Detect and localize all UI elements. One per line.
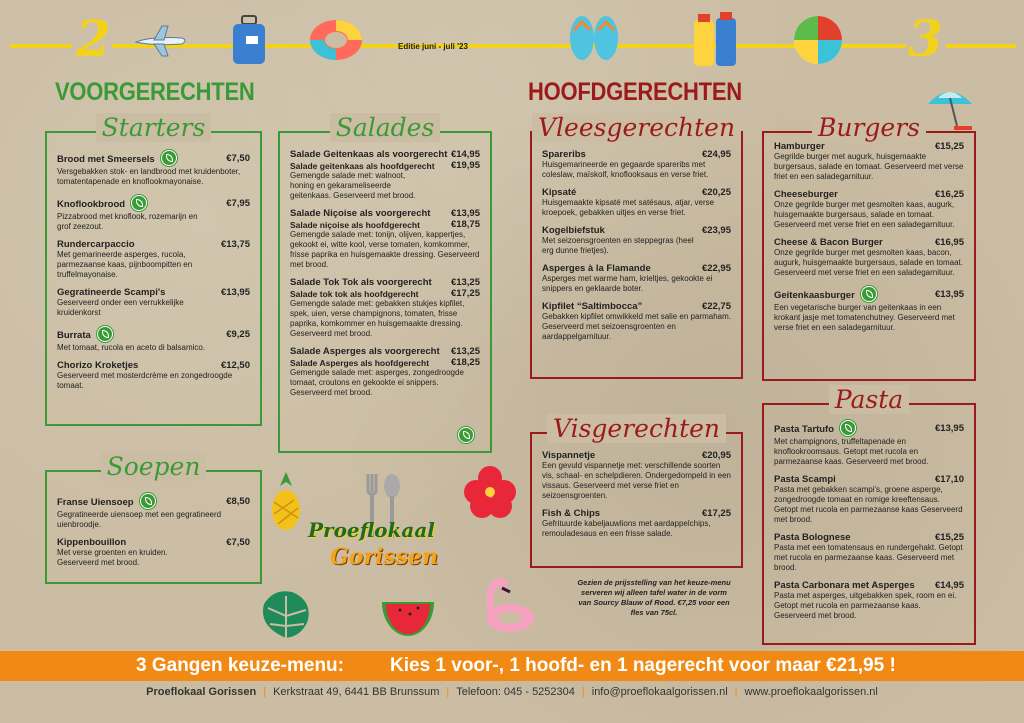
vegetarian-icon	[131, 195, 147, 211]
menu-item	[57, 325, 250, 353]
footer-contact	[0, 686, 1024, 698]
item-name: Chorizo Kroketjes	[57, 360, 139, 371]
item-price: €17,25	[701, 508, 731, 519]
item-price: €13,95	[450, 208, 480, 219]
item-description: Pasta met asperges, uitgebakken spek, room en ei. Getopt met rucola en parmezaanse kaas. Geserveerd met brood.	[774, 591, 957, 620]
soepen-title: Soepen	[101, 452, 207, 481]
item-description: Gebakken kipfilet omwikkeld met salie en parmaham. Geserveerd met seizoensgroenten en aardappelgarnituur.	[542, 312, 731, 341]
item-price: €20,25	[701, 187, 731, 198]
banner-right-text: Kies 1 voor-, 1 hoofd- en 1 nagerecht voor maar €21,95 !	[390, 655, 896, 676]
item-description: Gegrilde burger met augurk, huisgemaakte burgersaus, salade en tomaat. Geserveerd met verse friet en een saladegarnituur.	[774, 152, 964, 181]
item-name: Pasta Scampi	[774, 474, 836, 485]
footer-separator: |	[446, 686, 450, 698]
item-subname: Salade tok tok als hoofdgerecht	[290, 288, 419, 299]
footer-address: Kerkstraat 49, 6441 BB Brunssum	[273, 686, 440, 698]
item-description: Gemengde salade met: gebakken stukjes kipfilet, spek, uien, verse champignons, tomaten, frisse paprika, komkommer en huisgemaakte dressing. Geserveerd met brood.	[290, 299, 465, 338]
pasta-title: Pasta	[829, 385, 909, 414]
item-name: Pasta Bolognese	[774, 532, 851, 543]
item-price: €14,95	[450, 149, 480, 160]
item-description: Pasta met een tomatensaus en rundergehakt. Getopt met rucola en parmezaanse kaas. Geserveerd met brood.	[774, 543, 963, 572]
item-price: €7,95	[226, 197, 250, 209]
item-description: Met gemarineerde asperges, rucola, parmezaanse kaas, pijnboompitten en truffelmayonaise.	[57, 250, 193, 279]
pasta-box	[762, 385, 976, 645]
item-price: €7,50	[226, 152, 250, 164]
item-name: Salade Niçoise als voorgerecht	[290, 208, 431, 219]
item-price: €24,95	[701, 149, 731, 160]
flamingo-float-icon	[482, 576, 536, 636]
hibiscus-icon	[462, 464, 518, 520]
menu-item	[774, 419, 964, 467]
suitcase-icon	[230, 14, 268, 68]
item-description: Met champignons, truffeltapenade en knoflookroomsaus. Getopt met rucola en parmezaanse kaas. Geserveerd met brood.	[774, 437, 929, 466]
top-rule-left	[10, 44, 72, 48]
item-name: Gegratineerde Scampi's	[57, 287, 166, 298]
item-description: Pasta met gebakken scampi's, groene asperge, zongedroogde tomaat en romige kreeftensaus. Getopt met rucola en parmezaanse kaas Geserveerd met brood.	[774, 485, 963, 524]
item-price: €13,95	[934, 422, 964, 434]
page-number-left: 2	[76, 9, 111, 68]
water-note: Gezien de prijsstelling van het keuze-menu serveren wij alleen tafel water in de vorm van Sourcy Blauw of Rood. €7,25 voor een fles van 75cl.	[577, 578, 731, 617]
item-price: €16,95	[934, 237, 964, 248]
footer-separator: |	[263, 686, 267, 698]
item-description: Met seizoensgroenten en steppegras (heel erg dunne frietjes).	[542, 236, 694, 255]
item-name: Kipfilet “Saltimbocca”	[542, 301, 643, 312]
page-number-right: 3	[908, 9, 943, 68]
item-name: Geitenkaasburger	[774, 290, 855, 301]
item-description: Onze gegrilde burger met gesmolten kaas, augurk, huisgemaakte burgersaus, salade en tomaat. Geserveerd met verse friet en een saladegarnituur.	[774, 200, 955, 229]
menu-item	[57, 239, 250, 280]
item-description: Gegratineerde uiensoep met een gegratineerd uienbroodje.	[57, 510, 222, 529]
item-description: Geserveerd onder een verrukkelijke kruidenkorst	[57, 298, 184, 317]
footer-website-link[interactable]: www.proeflokaalgorissen.nl	[744, 686, 878, 698]
menu-item	[774, 474, 964, 525]
menu-item	[290, 208, 480, 270]
item-price: €22,75	[701, 301, 731, 312]
item-name: Fish & Chips	[542, 508, 601, 519]
flipflops-icon	[566, 12, 622, 64]
burgers-box	[762, 113, 976, 381]
vegetarian-icon	[140, 493, 156, 509]
footer-email-link[interactable]: info@proeflokaalgorissen.nl	[591, 686, 728, 698]
item-description: Een vegetarische burger van geitenkaas in een krokant jasje met tomatenchutney. Geserveerd met verse friet en een saladegarnituur.	[774, 303, 955, 332]
vegetarian-icon	[840, 420, 856, 436]
item-description: Onze gegrilde burger met gesmolten kaas, bacon, augurk, huisgemaakte burgersaus, salade en tomaat. Geserveerd met verse friet en een saladegarnituur.	[774, 248, 964, 277]
voorgerechten-title: VOORGERECHTEN	[55, 78, 255, 106]
item-name: Kipsaté	[542, 187, 577, 198]
item-name: Spareribs	[542, 149, 586, 160]
item-description: Huisgemarineerde en gegaarde spareribs met coleslaw, maïskolf, knoflooksaus en verse friet.	[542, 160, 709, 179]
item-name: Hamburger	[774, 141, 825, 152]
item-name: Brood met Smeersels	[57, 154, 155, 165]
vegetarian-icon	[458, 427, 474, 443]
item-subname: Salade niçoise als hoofdgerecht	[290, 219, 420, 230]
item-name: Cheese & Bacon Burger	[774, 237, 883, 248]
item-description: Met verse groenten en kruiden. Geserveerd met brood.	[57, 548, 168, 567]
item-price: €13,25	[450, 277, 480, 288]
item-price: €14,95	[934, 580, 964, 591]
item-name: Kippenbouillon	[57, 537, 127, 548]
beach-ball-icon	[792, 14, 844, 66]
item-price: €16,25	[934, 189, 964, 200]
monstera-leaf-icon	[258, 586, 314, 642]
menu-item	[57, 149, 250, 187]
footer-name: Proeflokaal Gorissen	[146, 686, 257, 698]
item-price: €20,95	[701, 450, 731, 461]
airplane-icon	[132, 22, 190, 58]
item-description: Gemengde salade met: tonijn, olijven, kappertjes, gekookt ei, witte kool, verse tomaten, komkommer, frisse paprika en huisgemaakte dressing. Geserveerd met brood.	[290, 230, 480, 269]
menu-item	[57, 194, 250, 232]
item-description: Geserveerd met mosterdcrème en zongedroogde tomaat.	[57, 371, 233, 390]
footer-separator: |	[581, 686, 585, 698]
menu-item	[542, 508, 731, 539]
banner-left-text: 3 Gangen keuze-menu:	[136, 655, 344, 676]
vegetarian-icon	[97, 326, 113, 342]
footer-separator: |	[734, 686, 738, 698]
menu-item	[57, 492, 250, 530]
item-name: Cheeseburger	[774, 189, 838, 200]
item-description: Asperges met warme ham, krieltjes, gekookte ei snippers en geklaarde boter.	[542, 274, 713, 293]
salades-box	[278, 113, 492, 453]
item-name: Salade Asperges als voorgerecht	[290, 346, 440, 357]
item-description: Gefrituurde kabeljauwlions met aardappelchips, remouladesaus en een frisse salade.	[542, 519, 711, 538]
item-name: Kogelbiefstuk	[542, 225, 605, 236]
item-price: €13,75	[220, 239, 250, 250]
item-name: Vispannetje	[542, 450, 596, 461]
soepen-box	[45, 452, 262, 584]
item-price: €15,25	[934, 141, 964, 152]
item-description: Gemengde salade met: walnoot, honing en gekarameliseerde geitenkaas. Geserveerd met brood.	[290, 171, 416, 200]
menu-item	[542, 301, 731, 342]
item-price: €13,95	[934, 288, 964, 300]
sunscreen-icon	[690, 12, 740, 68]
item-subprice: €19,95	[450, 160, 480, 171]
item-subprice: €18,75	[450, 219, 480, 230]
starters-title: Starters	[96, 113, 212, 142]
menu-item	[57, 287, 250, 318]
item-description: Versgebakken stok- en landbrood met kruidenboter, tomatentapenade en knoflookmayonaise.	[57, 167, 241, 186]
watermelon-icon	[378, 596, 438, 640]
vis-title: Visgerechten	[547, 414, 726, 443]
menu-item	[774, 285, 964, 333]
top-rule-right	[946, 44, 1016, 48]
hoofdgerechten-title: HOOFDGERECHTEN	[528, 78, 742, 106]
menu-item	[774, 189, 964, 230]
menu-item	[774, 532, 964, 573]
item-price: €15,25	[934, 532, 964, 543]
item-name: Franse Uiensoep	[57, 497, 134, 508]
item-name: Knoflookbrood	[57, 199, 126, 210]
item-price: €23,95	[701, 225, 731, 236]
starters-box	[45, 113, 262, 426]
salades-title: Salades	[330, 113, 441, 142]
item-description: Gemengde salade met: asperges, zongedroogde tomaat, croutons en gekookte ei snippers. Geserveerd met brood.	[290, 368, 464, 397]
menu-item	[290, 149, 480, 201]
footer-phone: Telefoon: 045 - 5252304	[456, 686, 575, 698]
logo-line-2: Gorissen	[330, 544, 439, 570]
menu-item	[57, 360, 250, 391]
menu-item	[542, 149, 731, 180]
item-description: Pizzabrood met knoflook, rozemarijn en grof zeezout.	[57, 212, 198, 231]
vleesgerechten-box	[530, 113, 743, 379]
menu-item	[542, 263, 731, 294]
item-subprice: €17,25	[450, 288, 480, 299]
item-price: €12,50	[220, 360, 250, 371]
menu-item	[774, 580, 964, 621]
menu-item	[774, 237, 964, 278]
item-price: €13,95	[220, 287, 250, 298]
item-name: Asperges à la Flamande	[542, 263, 651, 274]
item-name: Rundercarpaccio	[57, 239, 135, 250]
menu-offer-banner	[0, 651, 1024, 681]
menu-item	[542, 187, 731, 218]
vegetarian-icon	[861, 286, 877, 302]
item-name: Pasta Carbonara met Asperges	[774, 580, 915, 591]
visgerechten-box	[530, 414, 743, 568]
menu-item	[542, 225, 731, 256]
vegetarian-icon	[161, 150, 177, 166]
burgers-title: Burgers	[812, 113, 926, 142]
item-description: Een gevuld vispannetje met: verschillende soorten vis, schaal- en schelpdieren. Ondergedompeld in een vissaus. Geserveerd met verse friet en seizoensgroenten.	[542, 461, 732, 500]
menu-item	[542, 450, 731, 501]
vlees-title: Vleesgerechten	[532, 113, 741, 142]
item-subname: Salade Asperges als hoofdgerecht	[290, 357, 430, 368]
item-price: €9,25	[226, 328, 250, 340]
item-price: €7,50	[226, 537, 250, 548]
item-price: €13,25	[450, 346, 480, 357]
restaurant-logo	[300, 518, 470, 578]
menu-item	[57, 537, 250, 568]
item-name: Salade Geitenkaas als voorgerecht	[290, 149, 448, 160]
item-description: Met tomaat, rucola en aceto di balsamico.	[57, 343, 206, 352]
item-subname: Salade geitenkaas als hoofdgerecht	[290, 160, 435, 171]
menu-item	[290, 346, 480, 398]
swim-ring-icon	[308, 16, 364, 64]
item-price: €22,95	[701, 263, 731, 274]
menu-item	[774, 141, 964, 182]
item-price: €8,50	[226, 495, 250, 507]
logo-line-1: Proeflokaal	[308, 518, 435, 542]
item-price: €17,10	[934, 474, 964, 485]
menu-item	[290, 277, 480, 339]
item-name: Salade Tok Tok als voorgerecht	[290, 277, 432, 288]
item-description: Huisgemaakte kipsaté met satésaus, atjar, verse kroepoek, gebakken uitjes en verse friet.	[542, 198, 715, 217]
item-name: Burrata	[57, 330, 91, 341]
item-subprice: €18,25	[450, 357, 480, 368]
item-name: Pasta Tartufo	[774, 424, 835, 435]
edition-label: Editie juni - juli '23	[398, 42, 468, 51]
